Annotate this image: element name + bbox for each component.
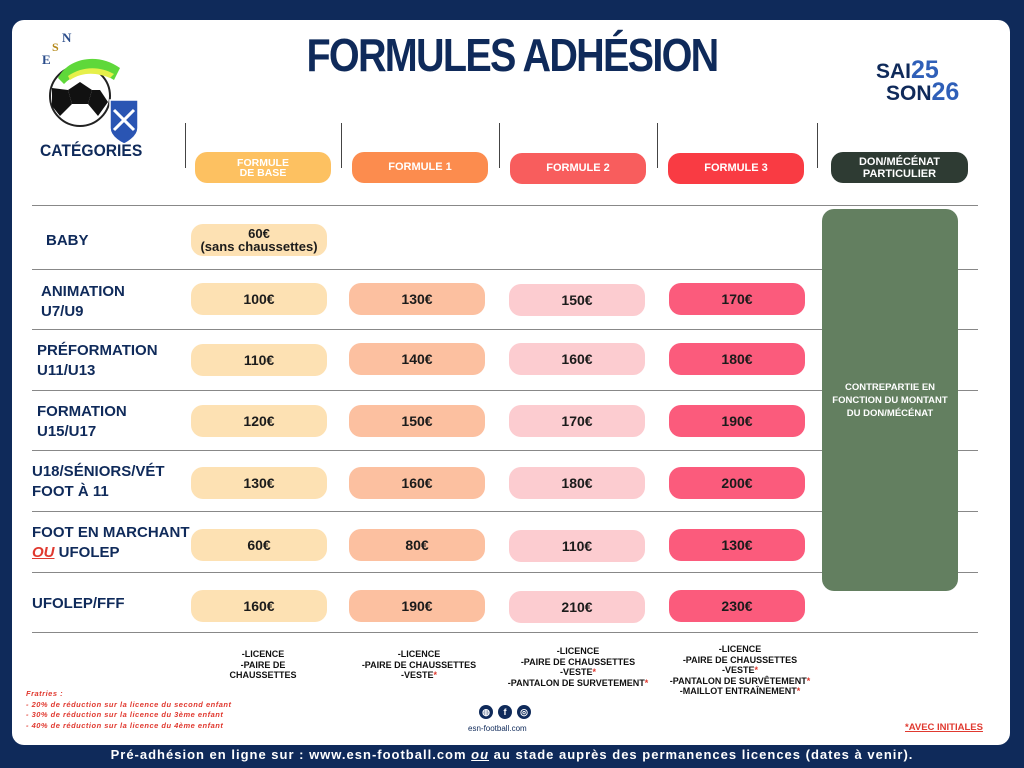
price-pill: 210€ <box>509 591 645 623</box>
footer-text: au stade auprès des permanences licences (dates à venir). <box>489 747 914 762</box>
row-divider <box>32 205 978 206</box>
formula-2-header: FORMULE 2 <box>510 153 646 184</box>
website-small[interactable]: esn-football.com <box>468 724 527 733</box>
inclusions-text: -LICENCE -PAIRE DE CHAUSSETTES -VESTE <box>361 649 477 680</box>
asterisk: * <box>806 675 811 686</box>
season-son: SON <box>886 82 932 105</box>
row-label-line1: FOOT EN MARCHANT <box>32 524 190 541</box>
asterisk: * <box>754 665 759 675</box>
header-separator <box>817 123 818 168</box>
fratries-title: Fratries : <box>26 689 64 698</box>
price-pill: 230€ <box>669 590 805 622</box>
row-label-ufolep-fff <box>32 594 125 614</box>
header-separator <box>499 123 500 168</box>
price-pill: 150€ <box>349 405 485 437</box>
row-label-line1: UFOLEP/FFF <box>32 595 125 612</box>
ou-highlight: OU <box>32 544 55 561</box>
fratries-note <box>26 689 231 731</box>
inclusions-base: -LICENCE -PAIRE DE CHAUSSETTES <box>229 649 297 680</box>
row-label-line1: ANIMATION <box>41 283 125 300</box>
header-separator <box>185 123 186 168</box>
row-label-foot-en-marchant <box>32 523 190 563</box>
row-label-line1: U18/SÉNIORS/VÉT <box>32 463 165 480</box>
season-year-end: 26 <box>931 78 960 106</box>
social-links <box>479 705 531 719</box>
price-pill: 120€ <box>191 405 327 437</box>
row-label-line1: BABY <box>46 232 89 249</box>
inclusions-text: -LICENCE -PAIRE DE CHAUSSETTES -VESTE <box>682 644 798 675</box>
price-pill: 110€ <box>191 344 327 376</box>
facebook-icon[interactable]: f <box>498 705 512 719</box>
asterisk: * <box>433 670 438 680</box>
price-pill: 80€ <box>349 529 485 561</box>
don-mecenat-box: CONTREPARTIE EN FONCTION DU MONTANT DU DON/MÉCÉNAT <box>822 209 958 591</box>
price-pill: 130€ <box>669 529 805 561</box>
fratries-line: - 40% de réduction sur la licence du 4ème enfant <box>26 720 224 730</box>
price-pill: 140€ <box>349 343 485 375</box>
price-pill: 60€ (sans chaussettes) <box>191 224 327 256</box>
asterisk: * <box>796 686 801 696</box>
row-label-line2: U15/U17 <box>37 423 97 440</box>
formula-base-header: FORMULE DE BASE <box>195 152 331 183</box>
footer-ou: ou <box>471 747 490 762</box>
avec-initiales-note: *AVEC INITIALES <box>905 722 983 733</box>
fratries-line: - 20% de réduction sur la licence du second enfant <box>26 699 232 709</box>
row-label-formation <box>37 402 127 442</box>
logo-letter-e: E <box>42 52 51 67</box>
season-block <box>876 56 986 106</box>
row-label-line2: U7/U9 <box>41 303 84 320</box>
row-divider <box>32 632 978 633</box>
row-label-baby <box>46 231 89 251</box>
inclusions-text: -PANTALON DE SURVETEMENT <box>507 677 645 688</box>
don-mecenat-header: DON/MÉCÉNAT PARTICULIER <box>831 152 968 183</box>
inclusions-formule-1 <box>344 649 494 681</box>
inclusions-text: -MAILLOT ENTRAÎNEMENT <box>679 686 797 696</box>
logo-letter-s: S <box>52 40 59 54</box>
price-pill: 60€ <box>191 529 327 561</box>
inclusions-text: -PANTALON DE SURVÊTEMENT <box>669 675 807 686</box>
inclusions-formule-2 <box>494 646 662 688</box>
globe-icon[interactable]: ◍ <box>479 705 493 719</box>
header-separator <box>341 123 342 168</box>
asterisk: * <box>592 667 597 677</box>
price-pill: 160€ <box>191 590 327 622</box>
price-pill: 180€ <box>509 467 645 499</box>
season-year-start: 25 <box>911 56 939 84</box>
price-pill: 100€ <box>191 283 327 315</box>
price-pill: 190€ <box>349 590 485 622</box>
row-label-line2: UFOLEP <box>54 544 120 561</box>
row-label-line2: U11/U13 <box>37 362 96 379</box>
price-pill: 170€ <box>509 405 645 437</box>
formula-1-header: FORMULE 1 <box>352 152 488 183</box>
categories-header: CATÉGORIES <box>40 141 143 160</box>
page-title: FORMULES ADHÉSION <box>306 29 718 81</box>
price-pill: 160€ <box>509 343 645 375</box>
fratries-line: - 30% de réduction sur la licence du 3ème enfant <box>26 710 224 719</box>
formula-3-header: FORMULE 3 <box>668 153 804 184</box>
inclusions-text: -LICENCE -PAIRE DE CHAUSSETTES -VESTE <box>520 646 636 677</box>
footer-banner <box>0 747 1024 762</box>
price-pill: 110€ <box>509 530 645 562</box>
price-pill: 200€ <box>669 467 805 499</box>
price-pill: 160€ <box>349 467 485 499</box>
footer-text: Pré-adhésion en ligne sur : www.esn-football.com <box>110 747 472 762</box>
price-pill: 190€ <box>669 405 805 437</box>
inclusions-formule-3 <box>660 644 820 697</box>
price-pill: 130€ <box>349 283 485 315</box>
price-pill: 150€ <box>509 284 645 316</box>
row-label-line1: PRÉFORMATION <box>37 342 158 359</box>
logo-letter-n: N <box>62 30 72 45</box>
price-pill: 130€ <box>191 467 327 499</box>
season-sai: SAI <box>876 60 912 83</box>
row-label-animation <box>41 282 125 322</box>
price-pill: 180€ <box>669 343 805 375</box>
row-label-line2: FOOT À 11 <box>32 483 109 500</box>
price-pill: 170€ <box>669 283 805 315</box>
header-separator <box>657 123 658 168</box>
instagram-icon[interactable]: ◎ <box>517 705 531 719</box>
row-label-line1: FORMATION <box>37 403 127 420</box>
asterisk: * <box>644 677 649 688</box>
row-label-u18 <box>32 462 165 502</box>
row-label-preformation <box>37 341 158 381</box>
